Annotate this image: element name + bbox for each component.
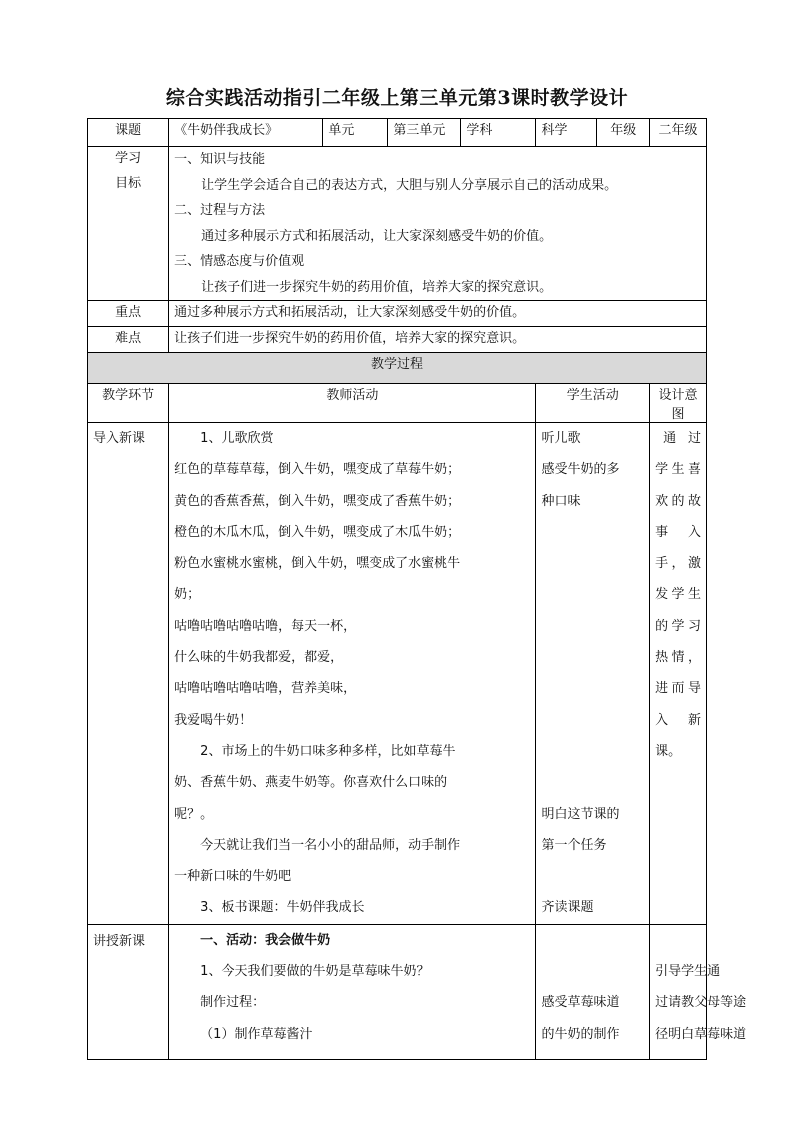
column-header-teacher: 教师活动 bbox=[169, 384, 536, 423]
student-line: 感受牛奶的多 bbox=[541, 462, 620, 478]
teacher-line: 今天就让我们当一名小小的甜品师，动手制作 bbox=[200, 837, 461, 853]
lecture-design-intent bbox=[650, 924, 747, 1059]
lecture-stage: 讲授新课 bbox=[88, 924, 169, 1059]
objective-heading: 一、知识与技能 bbox=[174, 152, 266, 167]
objectives-row bbox=[88, 147, 707, 301]
difficulty-text: 让孩子们进一步探究牛奶的药用价值，培养大家的探究意识。 bbox=[169, 327, 707, 353]
teacher-line: 我爱喝牛奶！ bbox=[174, 712, 253, 728]
teacher-line: （1）制作草莓酱汁 bbox=[200, 1026, 313, 1042]
teacher-line: 咕噜咕噜咕噜咕噜，营养美味， bbox=[174, 681, 357, 697]
teacher-line: 什么味的牛奶我都爱，都爱， bbox=[174, 650, 344, 666]
teacher-line: 奶、香蕉牛奶、燕麦牛奶等。你喜欢什么口味的 bbox=[174, 775, 448, 791]
course-value: 《牛奶伴我成长》 bbox=[169, 119, 323, 147]
lesson-plan-table bbox=[87, 118, 747, 1060]
teacher-line: 呢？。 bbox=[174, 806, 214, 822]
teacher-line: 1、今天我们要做的牛奶是草莓味牛奶？ bbox=[200, 964, 430, 980]
intro-teacher-activity bbox=[169, 423, 536, 925]
teacher-line: 制作过程： bbox=[200, 995, 266, 1011]
teacher-line: 粉色水蜜桃水蜜桃，倒入牛奶，嘿变成了水蜜桃牛 bbox=[174, 556, 461, 572]
objective-text: 通过多种展示方式和拓展活动，让大家深刻感受牛奶的价值。 bbox=[201, 228, 553, 244]
intro-stage: 导入新课 bbox=[88, 423, 169, 925]
intent-line: 过请教父母等途 bbox=[655, 995, 747, 1011]
student-line: 明白这节课的 bbox=[541, 806, 620, 822]
student-line: 第一个任务 bbox=[541, 837, 607, 853]
teacher-line: 红色的草莓草莓，倒入牛奶，嘿变成了草莓牛奶； bbox=[174, 462, 461, 478]
key-point-label: 重点 bbox=[88, 301, 169, 327]
objective-text: 让孩子们进一步探究牛奶的药用价值，培养大家的探究意识。 bbox=[201, 279, 553, 295]
student-line: 听儿歌 bbox=[541, 431, 581, 446]
activity-heading: 一、活动：我会做牛奶 bbox=[200, 932, 331, 948]
objective-heading: 三、情感态度与价值观 bbox=[174, 254, 305, 269]
process-title-row bbox=[88, 353, 707, 384]
key-point-row bbox=[88, 301, 707, 327]
grade-value: 二年级 bbox=[650, 119, 707, 147]
objectives-content bbox=[169, 147, 707, 301]
intent-line: 径明白草莓味道 bbox=[655, 1026, 747, 1042]
intro-student-activity bbox=[536, 423, 650, 925]
teacher-line: 橙色的木瓜木瓜，倒入牛奶，嘿变成了木瓜牛奶； bbox=[174, 524, 461, 540]
subject-value: 科学 bbox=[536, 119, 597, 147]
key-point-text: 通过多种展示方式和拓展活动，让大家深刻感受牛奶的价值。 bbox=[169, 301, 707, 327]
teacher-line: 1、儿歌欣赏 bbox=[200, 431, 274, 446]
lecture-teacher-activity bbox=[169, 924, 536, 1059]
teacher-line: 咕噜咕噜咕噜咕噜，每天一杯， bbox=[174, 618, 357, 634]
column-header-student: 学生活动 bbox=[536, 384, 650, 423]
process-title: 教学过程 bbox=[88, 353, 707, 384]
teacher-line: 奶； bbox=[174, 587, 201, 603]
objective-text: 让学生学会适合自己的表达方式，大胆与别人分享展示自己的活动成果。 bbox=[201, 177, 618, 193]
intro-design-intent: 通过学生喜欢的故事入手，激发学生的学习热情，进而导入新课。 bbox=[650, 423, 707, 925]
objectives-label: 学习 目标 bbox=[88, 147, 169, 301]
unit-label: 单元 bbox=[323, 119, 388, 147]
objective-heading: 二、过程与方法 bbox=[174, 203, 266, 218]
difficulty-row bbox=[88, 327, 707, 353]
teacher-line: 2、市场上的牛奶口味多种多样，比如草莓牛 bbox=[200, 743, 456, 759]
header-row bbox=[88, 119, 707, 147]
column-header-stage: 教学环节 bbox=[88, 384, 169, 423]
difficulty-label: 难点 bbox=[88, 327, 169, 353]
lecture-student-activity bbox=[536, 924, 650, 1059]
teacher-line: 黄色的香蕉香蕉，倒入牛奶，嘿变成了香蕉牛奶； bbox=[174, 493, 461, 509]
teacher-line: 3、板书课题：牛奶伴我成长 bbox=[200, 900, 365, 916]
unit-value: 第三单元 bbox=[388, 119, 461, 147]
column-header-row bbox=[88, 384, 707, 423]
subject-label: 学科 bbox=[461, 119, 536, 147]
intent-line: 引导学生通 bbox=[655, 964, 721, 980]
student-line: 种口味 bbox=[541, 493, 581, 509]
lecture-row bbox=[88, 924, 707, 1059]
teacher-line: 一种新口味的牛奶吧 bbox=[174, 869, 292, 885]
student-line: 感受草莓味道 bbox=[541, 995, 620, 1011]
student-line: 齐读课题 bbox=[541, 900, 594, 916]
intro-row bbox=[88, 423, 707, 925]
column-header-intent: 设计意图 bbox=[650, 384, 707, 423]
grade-label: 年级 bbox=[597, 119, 650, 147]
document-title: 综合实践活动指引二年级上第三单元第3课时教学设计 bbox=[165, 87, 629, 109]
student-line: 的牛奶的制作 bbox=[541, 1026, 620, 1042]
course-label: 课题 bbox=[88, 119, 169, 147]
